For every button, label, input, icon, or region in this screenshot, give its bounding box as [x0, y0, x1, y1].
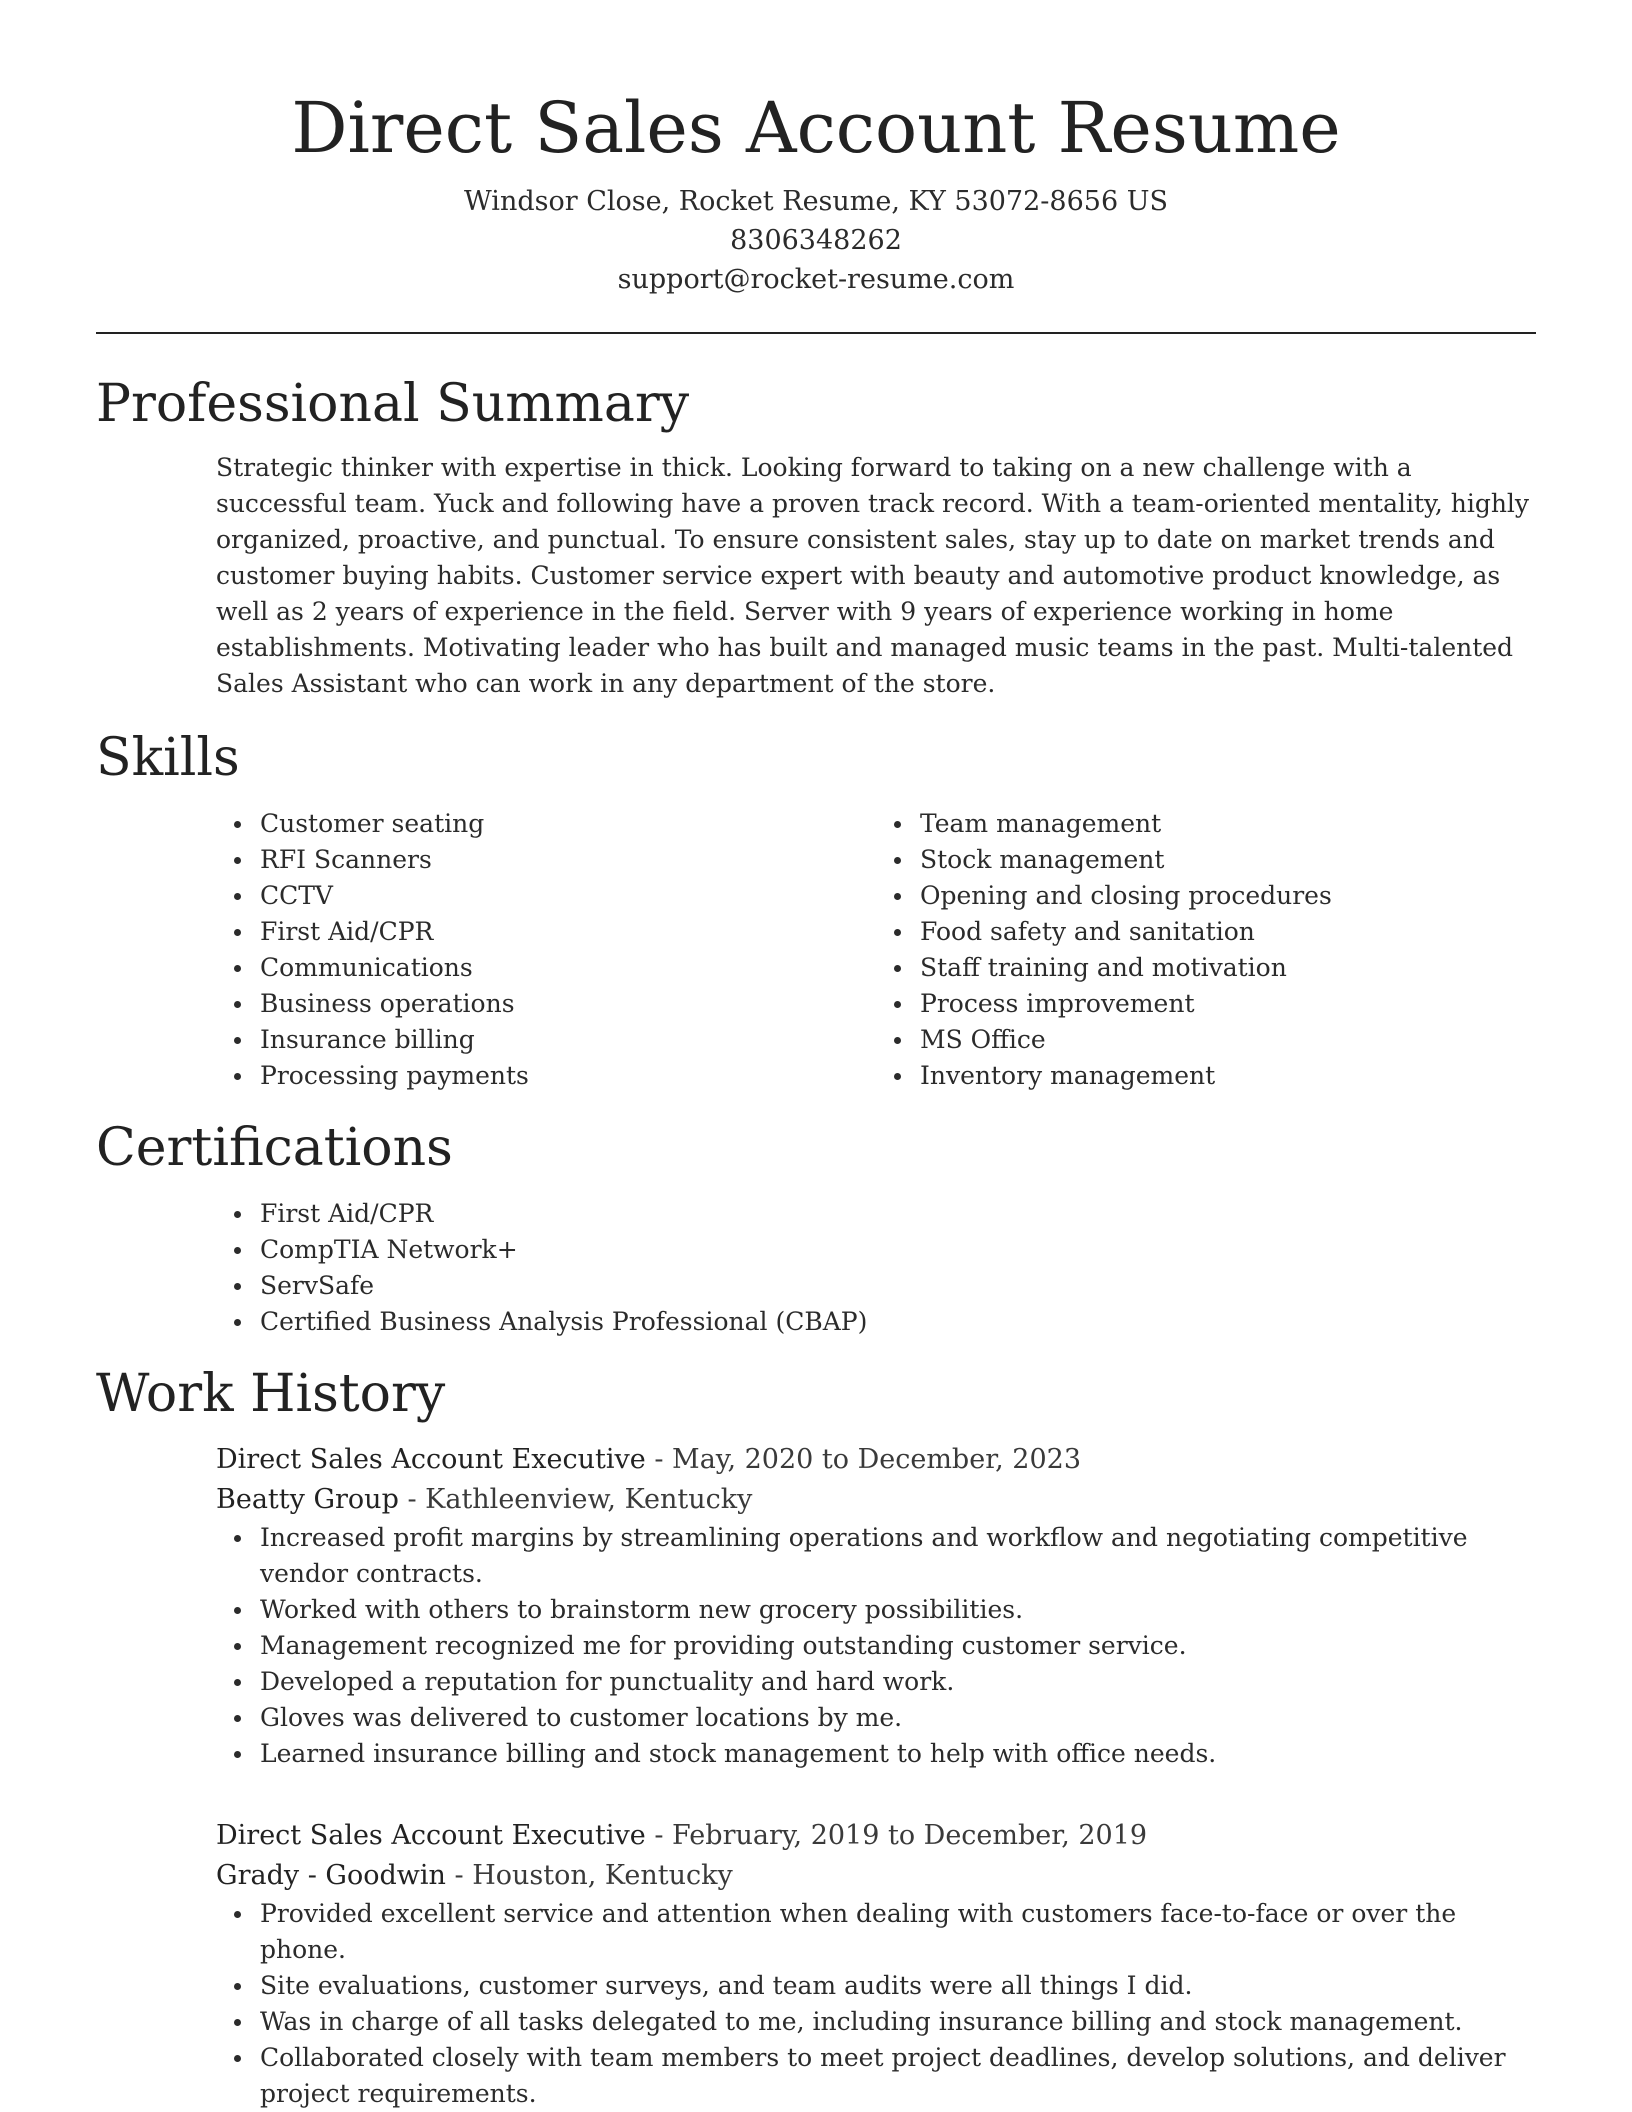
skill-item: Insurance billing	[260, 1022, 876, 1058]
skill-item: Process improvement	[920, 986, 1536, 1022]
job-title-line	[216, 1440, 1536, 1480]
separator: -	[454, 1860, 473, 1891]
responsibility-item: Gloves was delivered to customer locations by me.	[260, 1700, 1536, 1736]
skills-list-right	[876, 806, 1536, 1094]
job-responsibilities	[216, 1520, 1536, 1772]
skill-item: CCTV	[260, 878, 876, 914]
resume-header	[96, 0, 1536, 299]
skill-item: Communications	[260, 950, 876, 986]
resume-page	[96, 0, 1536, 2112]
responsibility-item: Was in charge of all tasks delegated to me, including insurance billing and stock management.	[260, 2004, 1536, 2040]
job-company: Beatty Group	[216, 1484, 399, 1515]
job-dates: February, 2019 to December, 2019	[672, 1820, 1148, 1851]
job-entry	[216, 1816, 1536, 2112]
job-entry	[216, 1440, 1536, 1772]
skills-section	[216, 806, 1536, 1094]
summary-heading: Professional Summary	[96, 374, 690, 434]
job-title: Direct Sales Account Executive	[216, 1820, 646, 1851]
job-responsibilities	[216, 1896, 1536, 2112]
skill-item: Customer seating	[260, 806, 876, 842]
job-title-line	[216, 1816, 1536, 1856]
separator: -	[407, 1484, 426, 1515]
job-company-line	[216, 1856, 1536, 1896]
contact-info	[96, 182, 1536, 299]
responsibility-item: Worked with others to brainstorm new grocery possibilities.	[260, 1592, 1536, 1628]
address: Windsor Close, Rocket Resume, KY 53072-8656 US	[464, 186, 1168, 217]
skill-item: Staff training and motivation	[920, 950, 1536, 986]
skill-item: Opening and closing procedures	[920, 878, 1536, 914]
job-company-line	[216, 1480, 1536, 1520]
separator: -	[654, 1820, 673, 1851]
certifications-section	[216, 1196, 1536, 1340]
responsibility-item: Site evaluations, customer surveys, and team audits were all things I did.	[260, 1968, 1536, 2004]
certification-item: ServSafe	[260, 1268, 1536, 1304]
skill-item: Inventory management	[920, 1058, 1536, 1094]
responsibility-item: Developed a reputation for punctuality and hard work.	[260, 1664, 1536, 1700]
summary-text: Strategic thinker with expertise in thick. Looking forward to taking on a new challenge with a successful team. Yuck and following have a proven track record. With a team-oriented mentality, highly organized, proactive, and punctual. To ensure consistent sales, stay up to date on market trends and customer buying habits. Customer service expert with beauty and automotive product knowledge, as well as 2 years of experience in the field. Server with 9 years of experience working in home establishments. Motivating leader who has built and managed music teams in the past. Multi-talented Sales Assistant who can work in any department of the store.	[216, 453, 1530, 698]
responsibility-item: Management recognized me for providing outstanding customer service.	[260, 1628, 1536, 1664]
job-dates: May, 2020 to December, 2023	[672, 1444, 1082, 1475]
header-divider	[96, 332, 1536, 334]
job-company: Grady - Goodwin	[216, 1860, 446, 1891]
skill-item: Business operations	[260, 986, 876, 1022]
skill-item: First Aid/CPR	[260, 914, 876, 950]
job-location: Kathleenview, Kentucky	[425, 1484, 753, 1515]
certification-item: First Aid/CPR	[260, 1196, 1536, 1232]
skills-columns	[216, 806, 1536, 1094]
responsibility-item: Collaborated closely with team members to meet project deadlines, develop solutions, and deliver project requirements.	[260, 2040, 1536, 2112]
responsibility-item: Increased profit margins by streamlining operations and workflow and negotiating competitive vendor contracts.	[260, 1520, 1536, 1592]
skill-item: Processing payments	[260, 1058, 876, 1094]
skill-item: Stock management	[920, 842, 1536, 878]
skill-item: Food safety and sanitation	[920, 914, 1536, 950]
work-history-section	[216, 1440, 1536, 2112]
skill-item: MS Office	[920, 1022, 1536, 1058]
email-address: support@rocket-resume.com	[617, 264, 1015, 295]
resume-title: Direct Sales Account Resume	[291, 87, 1341, 169]
certifications-list	[216, 1196, 1536, 1340]
separator: -	[654, 1444, 673, 1475]
skill-item: RFI Scanners	[260, 842, 876, 878]
job-location: Houston, Kentucky	[472, 1860, 733, 1891]
job-title: Direct Sales Account Executive	[216, 1444, 646, 1475]
certifications-heading: Certifications	[96, 1118, 453, 1178]
work-history-heading: Work History	[96, 1364, 446, 1424]
skills-list-left	[216, 806, 876, 1094]
phone-number: 8306348262	[730, 225, 902, 256]
skill-item: Team management	[920, 806, 1536, 842]
certification-item: Certified Business Analysis Professional (CBAP)	[260, 1304, 1536, 1340]
responsibility-item: Provided excellent service and attention when dealing with customers face-to-face or over the phone.	[260, 1896, 1536, 1968]
certification-item: CompTIA Network+	[260, 1232, 1536, 1268]
skills-heading: Skills	[96, 728, 240, 788]
responsibility-item: Learned insurance billing and stock management to help with office needs.	[260, 1736, 1536, 1772]
